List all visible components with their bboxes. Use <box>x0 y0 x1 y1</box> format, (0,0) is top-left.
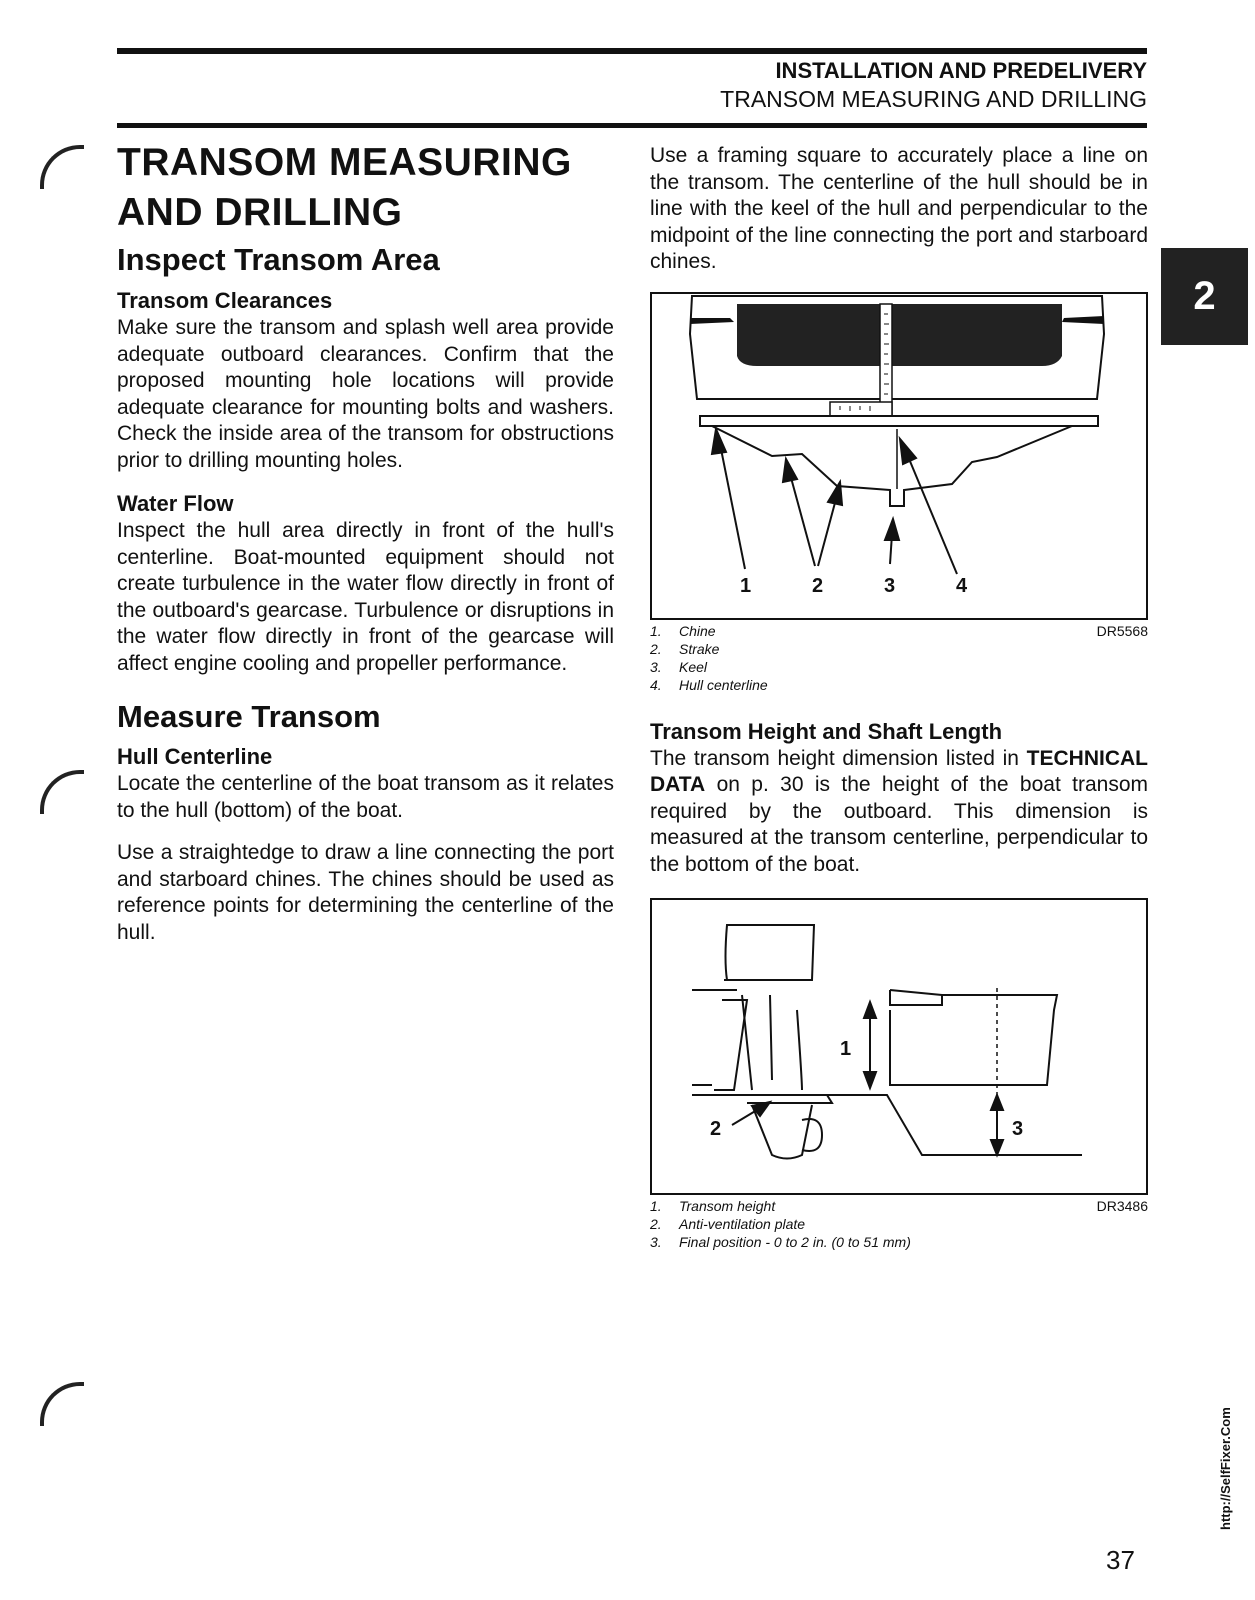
header-rule-top <box>117 48 1147 54</box>
callout-final-position: 3 <box>1012 1118 1024 1140</box>
inspect-heading: Inspect Transom Area <box>117 242 440 277</box>
callout-transom-height: 1 <box>840 1038 852 1060</box>
legend-item: 1. Transom height <box>650 1198 776 1214</box>
framing-square-text: Use a framing square to accurately place a line on the transom. The centerline of the hull should be in line with the keel of the hull and perpendicular to the midpoint of the line connecting the port and starboard chines. <box>650 144 1148 273</box>
hull-diagram <box>650 292 1148 620</box>
legend-item: 1. Chine <box>650 622 716 639</box>
technical-data-ref: TECHNICAL DATA <box>650 746 1148 796</box>
figure1-caption <box>650 622 1148 694</box>
clearances-heading: Transom Clearances <box>117 288 333 313</box>
figure2-code: DR3486 <box>1096 1198 1148 1214</box>
hull-diagram-art <box>652 294 1146 618</box>
header-rule-bottom <box>117 123 1147 128</box>
measure-heading: Measure Transom <box>117 699 381 734</box>
legend-item: 4. Hull centerline <box>650 676 768 693</box>
water-flow-text: Inspect the hull area directly in front of the hull's centerline. Boat-mounted equipment should not create turbulence in the water flow directly in front of the outboard's gearcase. Turbulence or disruptions in the water flow directly in front of the gearcase will affect engine cooling and propeller performance. <box>117 519 614 675</box>
binder-hole-top <box>40 145 84 189</box>
header-section: INSTALLATION AND PREDELIVERY <box>775 58 1147 83</box>
watermark: http://SelfFixer.Com <box>1218 1407 1233 1530</box>
shaft-length-heading: Transom Height and Shaft Length <box>650 718 1003 744</box>
page-number: 37 <box>1106 1545 1135 1575</box>
right-column <box>650 143 1148 1251</box>
callout-anti-ventilation: 2 <box>710 1118 722 1140</box>
callout-1: 1 <box>740 574 752 597</box>
hull-centerline-heading: Hull Centerline <box>117 744 273 769</box>
clearances-text: Make sure the transom and splash well area provide adequate outboard clearances. Confirm that the proposed mounting hole locations will provide adequate clearance for mounting bolts and washers. Check the inside area of the transom for obstructions prior to drilling mounting holes. <box>117 316 614 472</box>
water-flow-heading: Water Flow <box>117 491 234 516</box>
figure1-legend <box>650 622 768 694</box>
binder-hole-bottom <box>40 1382 84 1426</box>
transom-height-diagram <box>650 898 1148 1195</box>
left-column <box>117 138 614 946</box>
transom-height-diagram-art <box>652 900 1146 1193</box>
shaft-length-text: The transom height dimension listed in TECHNICAL DATA on p. 30 is the height of the boat transom required by the outboard. This dimension is measured at the transom centerline, perpendicular to the bottom of the boat. <box>650 746 1148 876</box>
legend-item: 3. Final position - 0 to 2 in. (0 to 51 mm) <box>650 1234 911 1250</box>
header-topic: TRANSOM MEASURING AND DRILLING <box>720 86 1147 112</box>
page-title: TRANSOM MEASURING AND DRILLING <box>117 141 572 234</box>
chapter-tab: 2 <box>1161 248 1248 345</box>
callout-2: 2 <box>812 574 824 597</box>
callout-4: 4 <box>956 574 968 597</box>
hull-centerline-text: Locate the centerline of the boat transom as it relates to the hull (bottom) of the boat. <box>117 772 614 822</box>
figure1-code: DR5568 <box>1096 622 1148 639</box>
figure2-caption <box>650 1197 1148 1251</box>
straightedge-text: Use a straightedge to draw a line connecting the port and starboard chines. The chines should be used as reference points for determining the centerline of the hull. <box>117 841 614 944</box>
legend-item: 2. Strake <box>650 640 720 657</box>
figure2-legend <box>650 1197 911 1251</box>
callout-3: 3 <box>884 574 896 597</box>
legend-item: 2. Anti-ventilation plate <box>650 1216 806 1232</box>
legend-item: 3. Keel <box>650 658 708 675</box>
binder-hole-middle <box>40 770 84 814</box>
